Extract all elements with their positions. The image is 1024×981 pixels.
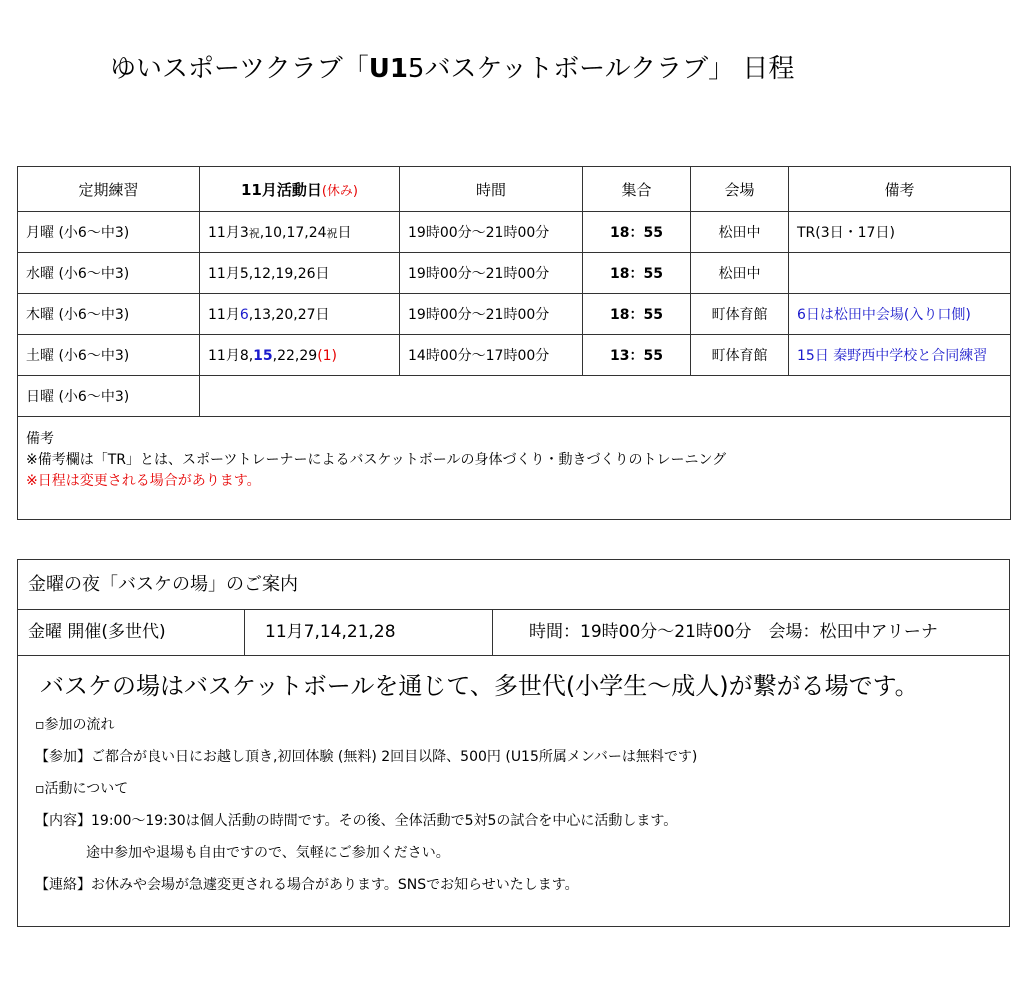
date-segment: 6 <box>239 307 249 323</box>
notes-label: 備考 <box>26 431 54 447</box>
notes-line-change: ※日程は変更される場合があります。 <box>26 473 261 489</box>
schedule-dates <box>200 335 400 376</box>
schedule-venue: 松田中 <box>691 253 789 294</box>
basket-headline: バスケの場はバスケットボールを通じて、多世代(小学生～成人)が繋がる場です。 <box>40 672 919 700</box>
header-remarks: 備考 <box>789 167 1011 212</box>
basket-line: 【連絡】お休みや会場が急遽変更される場合があります。SNSでお知らせいたします。 <box>35 877 579 893</box>
schedule-day: 木曜 (小6～中3) <box>18 294 200 335</box>
schedule-gather: 18：55 <box>583 253 691 294</box>
schedule-row <box>18 212 1011 253</box>
basket-line: 【参加】ご都合が良い日にお越し頂き,初回体験 (無料) 2回目以降、500円 (U15所属メンバーは無料です) <box>35 749 698 765</box>
schedule-row <box>18 376 1011 417</box>
date-segment: 11月3 <box>208 225 249 241</box>
schedule-header-row <box>18 167 1011 212</box>
date-segment: ,10,17,24 <box>259 225 327 241</box>
schedule-venue: 松田中 <box>691 212 789 253</box>
schedule-remark: 15日 秦野西中学校と合同練習 <box>789 335 1011 376</box>
basket-section <box>17 559 1010 927</box>
date-segment: 11月 <box>208 307 240 323</box>
page-title <box>110 48 794 85</box>
schedule-row <box>18 335 1011 376</box>
header-month-days: 11月活動日(休み) <box>200 167 400 212</box>
date-segment: ,22,29 <box>272 348 318 364</box>
schedule-empty-cell <box>200 376 1011 417</box>
date-segment: 15 <box>253 348 273 364</box>
schedule-table <box>17 166 1011 520</box>
basket-dates: 11月7,14,21,28 <box>245 610 493 655</box>
header-gather: 集合 <box>583 167 691 212</box>
schedule-remark: 6日は松田中会場(入り口側) <box>789 294 1011 335</box>
schedule-time: 14時00分～17時00分 <box>400 335 583 376</box>
schedule-day: 土曜 (小6～中3) <box>18 335 200 376</box>
schedule-time: 19時00分～21時00分 <box>400 212 583 253</box>
schedule-day: 月曜 (小6～中3) <box>18 212 200 253</box>
schedule-remark: TR(3日・17日) <box>789 212 1011 253</box>
schedule-venue: 町体育館 <box>691 294 789 335</box>
basket-label: 金曜 開催(多世代) <box>18 610 245 655</box>
notes-row <box>18 417 1011 520</box>
date-segment: 祝 <box>248 227 260 240</box>
date-segment: 日 <box>337 225 352 241</box>
date-segment: 11月5,12,19,26日 <box>208 266 330 282</box>
title-suffix: 5バスケットボールクラブ」 日程 <box>407 54 795 84</box>
schedule-day: 水曜 (小6～中3) <box>18 253 200 294</box>
title-prefix: ゆいスポーツクラブ「 <box>110 54 369 84</box>
header-time: 時間 <box>400 167 583 212</box>
date-segment: (1) <box>317 348 338 364</box>
schedule-dates <box>200 212 400 253</box>
schedule-body <box>18 212 1011 417</box>
basket-line: ▫参加の流れ <box>35 717 115 733</box>
basket-line: ▫活動について <box>35 781 129 797</box>
schedule-time: 19時00分～21時00分 <box>400 253 583 294</box>
schedule-gather: 18：55 <box>583 212 691 253</box>
schedule-dates <box>200 253 400 294</box>
basket-time-venue: 時間：19時00分～21時00分 会場：松田中アリーナ <box>529 622 938 642</box>
basket-line: 途中参加や退場も自由ですので、気軽にご参加ください。 <box>86 845 450 861</box>
schedule-dates <box>200 294 400 335</box>
date-segment: ,13,20,27日 <box>248 307 330 323</box>
schedule-venue: 町体育館 <box>691 335 789 376</box>
schedule-row <box>18 253 1011 294</box>
schedule-gather: 18：55 <box>583 294 691 335</box>
basket-info-row <box>18 610 1009 656</box>
header-holiday-note: (休み) <box>321 183 359 199</box>
schedule-remark <box>789 253 1011 294</box>
header-venue: 会場 <box>691 167 789 212</box>
notes-line-tr: ※備考欄は「TR」とは、スポーツトレーナーによるバスケットボールの身体づくり・動きづくりのトレーニング <box>26 452 727 468</box>
header-practice: 定期練習 <box>18 167 200 212</box>
schedule-day: 日曜 (小6～中3) <box>18 376 200 417</box>
date-segment: 祝 <box>326 227 338 240</box>
title-u15: U1 <box>368 54 408 84</box>
schedule-time: 19時00分～21時00分 <box>400 294 583 335</box>
schedule-gather: 13：55 <box>583 335 691 376</box>
schedule-row <box>18 294 1011 335</box>
date-segment: 11月8, <box>208 348 254 364</box>
basket-line: 【内容】19:00～19:30は個人活動の時間です。その後、全体活動で5対5の試合を中心に活動します。 <box>35 813 678 829</box>
basket-title: 金曜の夜「バスケの場」のご案内 <box>18 560 1009 610</box>
notes-cell <box>18 417 1011 520</box>
